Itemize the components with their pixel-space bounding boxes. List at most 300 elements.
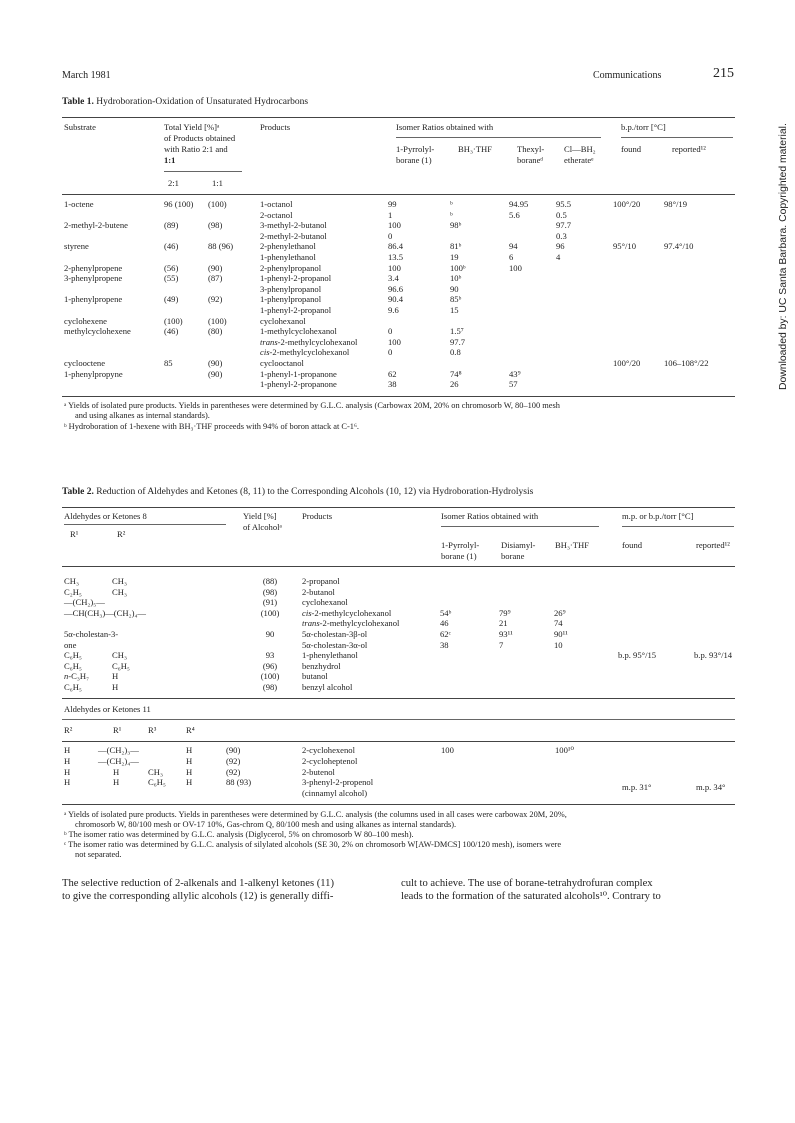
table1-cell: (56) <box>164 262 179 273</box>
table2-cell <box>499 650 554 661</box>
table1-cell: 2-methyl-2-butanol <box>260 230 327 241</box>
table1-cell <box>664 220 744 231</box>
table1-cell <box>509 358 556 369</box>
table1-cell: 97.7 <box>450 336 466 347</box>
table1-cell <box>64 210 164 221</box>
table1-cell: methylcyclohexene <box>64 326 131 337</box>
table1-cell: 2-octanol <box>260 209 293 220</box>
table2-cell: trans-2-methylcyclohexanol <box>302 618 400 629</box>
table1-cell: ᵇ <box>450 209 453 220</box>
table1-cell: 3-methyl-2-butanol <box>260 220 327 231</box>
table1-cell <box>509 284 556 295</box>
table2-cell: (92) <box>226 766 241 777</box>
table2-cell: C₂H₅ <box>64 586 82 597</box>
table1-footnote-b: ᵇ Hydroboration of 1-hexene with BH₃·THF proceeds with 94% of boron attack at C-1⁶. <box>64 422 359 431</box>
table2-cell <box>554 671 618 682</box>
table1-cell: 100 <box>388 262 401 273</box>
table2-cell <box>694 587 744 598</box>
table2-row <box>64 650 744 661</box>
table2-cell <box>694 640 744 651</box>
body-col2-line1: cult to achieve. The use of borane-tetrahydrofuran complex <box>401 878 653 889</box>
table1-row <box>64 305 744 316</box>
table2-cell <box>112 629 238 640</box>
table1-cell: 1-phenyl-1-propanone <box>260 368 337 379</box>
table2-top-rule <box>62 507 735 508</box>
table2-footnote-c-cont: not separated. <box>75 850 122 859</box>
table1-cell <box>556 316 613 327</box>
table1-cell <box>556 294 613 305</box>
table1-cell <box>164 231 208 242</box>
table1-cell: 0 <box>388 230 393 241</box>
table1-cell <box>450 316 509 327</box>
table2-footnote-b: ᵇ The isomer ratio was determined by G.L.C. analysis (Diglycerol, 5% on chromosorb W 80–100 mesh). <box>64 830 414 839</box>
table1-cell: 1-phenylethanol <box>260 251 316 262</box>
table1-cell: trans-2-methylcyclohexanol <box>260 336 358 347</box>
table2-cell <box>618 597 694 608</box>
table2-cell: —(CH₂)₃— <box>98 745 139 755</box>
table1-cell <box>664 210 744 221</box>
table1-cell: (90) <box>208 368 223 379</box>
table1-cell: 100 <box>388 220 401 231</box>
table2-cell: 7 <box>499 639 504 650</box>
table2-cell: butanol <box>302 671 328 682</box>
table1-cell: 100ᵇ <box>450 262 466 273</box>
table1-title: Table 1. Hydroboration-Oxidation of Unsaturated Hydrocarbons <box>62 97 309 107</box>
table2-cell: C₆H₅ <box>148 777 166 788</box>
table2-row <box>64 587 744 598</box>
table2-cell <box>440 597 499 608</box>
table1-cell: cyclooctanol <box>260 357 304 368</box>
table1-cell: 85 <box>164 357 173 368</box>
table1-cell <box>556 358 613 369</box>
table1-cell: 10ᵇ <box>450 273 462 284</box>
table2-cell: 2-propanol <box>302 576 340 586</box>
table2-cell: H <box>186 755 193 766</box>
table2-row <box>64 629 744 640</box>
table2-cell <box>694 618 744 629</box>
table2-row <box>64 608 744 619</box>
table1-cell: 81ᵇ <box>450 241 462 252</box>
table1-cell <box>556 326 613 337</box>
table1-cell: 3-phenylpropanol <box>260 283 322 294</box>
page-number: 215 <box>713 66 734 81</box>
table1-cell <box>613 294 664 305</box>
table1-cell: 74⁸ <box>450 368 462 379</box>
table1-cell: 1-phenyl-2-propanone <box>260 379 337 390</box>
table2-cell <box>112 640 238 651</box>
table2-cell: 5α-cholestan-3α-ol <box>302 639 368 650</box>
table1-cell: cyclohexanol <box>260 315 306 326</box>
table2-cell: 3-phenyl-2-propenol <box>302 777 374 788</box>
table2-cell <box>554 576 618 587</box>
table1-cell: 1-phenylpropyne <box>64 368 123 379</box>
table1-cell: 96 (100) <box>164 199 194 209</box>
table1-cell <box>664 294 744 305</box>
table1-body <box>64 199 744 390</box>
table2-cell <box>238 618 302 629</box>
table2-cell: —(CH₂)₄— <box>98 755 139 766</box>
table1-cell: (90) <box>208 262 223 273</box>
table1-row <box>64 294 744 305</box>
table1-cell: 96 <box>556 241 565 252</box>
table1-cell <box>164 210 208 221</box>
table2-cell: (98) <box>262 681 278 692</box>
table2-cell <box>694 629 744 640</box>
table2-cell <box>554 661 618 672</box>
table1-cell: ᵇ <box>450 199 453 209</box>
table1-cell <box>664 337 744 348</box>
table1-cell <box>509 316 556 327</box>
table1-cell <box>613 379 664 390</box>
table1-cell: (89) <box>164 220 179 231</box>
table2-cell: 2-butanol <box>302 586 335 597</box>
table1-cell: 0 <box>388 347 393 358</box>
table2-cell <box>618 682 694 693</box>
table1-cell: (100) <box>164 315 183 326</box>
table2-cell: benzyl alcohol <box>302 681 353 692</box>
table1-cell: 90.4 <box>388 294 404 305</box>
table2-cell <box>618 608 694 619</box>
table1-cell: 100°/20 <box>613 199 641 209</box>
table2-cell <box>554 650 618 661</box>
table2-cell <box>440 671 499 682</box>
table1-cell <box>388 316 450 327</box>
table2-cell: one <box>64 639 77 650</box>
table2-cell: 21 <box>499 618 508 629</box>
table1-cell <box>556 337 613 348</box>
table1-cell: 38 <box>388 379 397 390</box>
body-col1-line2: to give the corresponding allylic alcohols (12) is generally diffi- <box>62 891 334 902</box>
table1-cell <box>613 284 664 295</box>
table2-cell: H <box>186 777 193 788</box>
table2-cell: 38 <box>440 639 449 650</box>
table1-cell <box>556 273 613 284</box>
table2-cell <box>499 597 554 608</box>
table1-cell: 13.5 <box>388 251 404 262</box>
table1-cell: (98) <box>208 220 223 231</box>
table1-cell: cis-2-methylcyclohexanol <box>260 347 350 358</box>
table1-cell: (46) <box>164 326 179 337</box>
table2-cell <box>499 682 554 693</box>
table1-cell: 99 <box>388 199 397 209</box>
table1-cell <box>164 305 208 316</box>
table2-cell <box>499 587 554 598</box>
table1-cell <box>613 220 664 231</box>
table1-cell: (46) <box>164 241 179 252</box>
cinnamyl-label: (cinnamyl alcohol) <box>302 788 368 798</box>
table1-cell <box>64 284 164 295</box>
table1-cell <box>556 379 613 390</box>
table1-cell: 95.5 <box>556 199 572 209</box>
table1-cell: 6 <box>509 251 514 262</box>
table2-cell <box>440 650 499 661</box>
table2-cell: 2-butenol <box>302 766 335 777</box>
table2-cell <box>554 597 618 608</box>
table2-cell: 5α-cholestan-3- <box>64 628 119 639</box>
table2-cell: 1-phenylethanol <box>302 650 358 661</box>
table1-cell <box>208 231 260 242</box>
table2-cell: (92) <box>226 755 241 766</box>
table1-cell <box>664 379 744 390</box>
table2-cell <box>440 587 499 598</box>
table1-cell <box>664 305 744 316</box>
table1-cell: 100 <box>509 262 522 273</box>
table2-cell: 79⁹ <box>499 607 511 618</box>
table1-cell: 1-methylcyclohexanol <box>260 326 337 337</box>
table2-cell <box>112 618 238 629</box>
table1-cell <box>208 252 260 263</box>
table2-footnote-c: ᶜ The isomer ratio was determined by G.L.C. analysis of silylated alcohols (SE 30, 2% on chromosorb W[AW-DMCS] 100/120 mesh), isomers were <box>64 840 562 849</box>
table1-cell: 86.4 <box>388 241 404 252</box>
table1-cell <box>164 379 208 390</box>
table2-cell <box>618 671 694 682</box>
table2-cell <box>112 597 238 608</box>
table1-cell <box>556 284 613 295</box>
table2-cell <box>238 640 302 651</box>
table1-cell: 100 <box>388 336 401 347</box>
table2-cell: 2-cyclohexenol <box>302 745 355 755</box>
table1-cell <box>164 337 208 348</box>
table1-cell: (92) <box>208 294 223 305</box>
table1-cell: 90 <box>450 283 459 294</box>
table2-cell: H <box>64 766 71 777</box>
table2-cell <box>694 597 744 608</box>
table1-cell <box>450 358 509 369</box>
table2-cell: 5α-cholestan-3β-ol <box>302 628 368 639</box>
table2-cell: b.p. 93°/14 <box>694 650 733 661</box>
table1-cell <box>509 337 556 348</box>
table2-cell: C₆H₅ <box>64 660 82 671</box>
table1-row <box>64 241 744 252</box>
table1-cell: 3-phenylpropene <box>64 273 123 284</box>
table2-cell <box>618 640 694 651</box>
table2-cell: 93¹¹ <box>499 628 513 639</box>
table1-cell: (87) <box>208 273 223 284</box>
table1-cell <box>509 231 556 242</box>
table1-cell <box>613 337 664 348</box>
table2-cell: H <box>64 777 71 788</box>
table1-cell <box>556 347 613 358</box>
table1-cell: (100) <box>208 199 227 209</box>
table2-footnote-a-cont: chromosorb W, 80/100 mesh or OV-17 10%, Gas-chrom Q, 80/100 mesh and using alkanes as internal standards). <box>75 820 457 829</box>
table1-row <box>64 199 744 210</box>
table1-footnote-a: ᵃ Yields of isolated pure products. Yields in parentheses were determined by G.L.C. analysis (Carbowax 20M, 20% on chromosorb W, 80–100 mesh <box>64 401 560 410</box>
table1-cell <box>664 263 744 274</box>
table1-cell: 85ᵇ <box>450 294 462 305</box>
body-col1-line1: The selective reduction of 2-alkenals and 1-alkenyl ketones (11) <box>62 878 334 889</box>
table2-cell <box>618 587 694 598</box>
table2-cell: CH₃ <box>64 576 79 586</box>
table2-cell <box>440 576 499 587</box>
table2-cell: (91) <box>262 597 278 608</box>
table1-cell <box>664 326 744 337</box>
table1-cell: 19 <box>450 251 459 262</box>
table2-cell: —(CH₂)₅— <box>64 597 105 608</box>
table2-row <box>64 618 744 629</box>
table1-cell <box>613 231 664 242</box>
table1-row <box>64 273 744 284</box>
table2-cell <box>499 661 554 672</box>
table1-cell: 0.8 <box>450 347 461 358</box>
table1-row <box>64 220 744 231</box>
table2-cell: 100¹⁰ <box>555 745 574 755</box>
table1-cell: 2-methyl-2-butene <box>64 220 128 231</box>
table1-cell <box>64 305 164 316</box>
table1-row <box>64 369 744 380</box>
table1-row <box>64 358 744 369</box>
table1-cell: 1 <box>388 209 393 220</box>
table2-cell: m.p. 31° <box>622 782 652 793</box>
table2-cell: H <box>64 755 71 766</box>
table1-cell <box>164 284 208 295</box>
table1-cell <box>509 273 556 284</box>
table2-cell: H <box>64 745 71 755</box>
table1-row <box>64 316 744 327</box>
table1-cell: 1-octene <box>64 199 94 209</box>
table2-cell: —CH(CH₃)—(CH₂)₄— <box>64 607 147 618</box>
table1-cell <box>613 273 664 284</box>
table1-cell <box>664 252 744 263</box>
table1-cell: 2-phenylpropene <box>64 262 123 273</box>
running-header-date: March 1981 <box>62 70 111 81</box>
table1-cell: 106–108°/22 <box>664 357 709 368</box>
table2-cell: H <box>112 681 119 692</box>
table2-cell: cis-2-methylcyclohexanol <box>302 607 392 618</box>
table1-footnote-a-cont: and using alkanes as internal standards). <box>75 411 210 420</box>
table1-cell <box>450 231 509 242</box>
table2-cell: 54ᵇ <box>440 607 452 618</box>
table1-row <box>64 263 744 274</box>
table1-cell <box>613 210 664 221</box>
table2-cell: m.p. 34° <box>696 782 726 793</box>
table2-cell: (100) <box>260 671 280 682</box>
table2-cell: 26⁹ <box>554 607 566 618</box>
table2-cell: 90¹¹ <box>554 628 568 639</box>
table2-cell: n-C₃H₇ <box>64 671 90 682</box>
table1-cell: 4 <box>556 251 561 262</box>
table2-cell: (100) <box>260 607 280 618</box>
table1-cell: 94 <box>509 241 518 252</box>
table1-cell: 1.5⁷ <box>450 326 464 337</box>
table1-cell <box>613 263 664 274</box>
table2-cell: (88) <box>262 576 278 586</box>
table1-cell: 1-phenylpropene <box>64 294 123 305</box>
table1-cell <box>613 347 664 358</box>
table1-cell <box>509 305 556 316</box>
table2-row <box>64 640 744 651</box>
table1-cell: 98ᵇ <box>450 220 462 231</box>
table2-row <box>64 661 744 672</box>
table2-cell: CH₃ <box>148 766 163 777</box>
table1-cell: (49) <box>164 294 179 305</box>
table1-cell: (55) <box>164 273 179 284</box>
table1-cell <box>64 337 164 348</box>
running-header-section: Communications <box>593 70 662 81</box>
table1-cell: 100°/20 <box>613 357 641 368</box>
table1-cell: 1-phenyl-2-propanol <box>260 304 332 315</box>
table1-cell <box>613 326 664 337</box>
table2-section-ketones11: Aldehydes or Ketones 11 <box>64 704 151 714</box>
table2-cell <box>554 682 618 693</box>
table1-cell: 95°/10 <box>613 241 637 252</box>
table2-cell <box>499 576 554 587</box>
table1-cell: 62 <box>388 368 397 379</box>
table1-cell: 94.95 <box>509 199 529 209</box>
table2-cell <box>618 618 694 629</box>
table2-cell: H <box>186 766 193 777</box>
table1-cell: 2-phenylpropanol <box>260 262 322 273</box>
table1-cell: 57 <box>509 379 518 390</box>
table1-cell: 9.6 <box>388 304 399 315</box>
table1-top-rule <box>62 117 735 118</box>
table2-body-ketones8 <box>64 576 744 693</box>
download-watermark: Downloaded by: UC Santa Barbara. Copyrighted material. <box>778 123 789 390</box>
table2-cell: 100 <box>441 745 454 755</box>
table1-cell <box>388 358 450 369</box>
table2-cell <box>618 661 694 672</box>
table2-cell <box>694 608 744 619</box>
table1-cell <box>64 379 164 390</box>
table1-cell: (100) <box>208 315 227 326</box>
table2-cell: C₆H₅ <box>112 660 130 671</box>
table1-cell <box>164 369 208 380</box>
body-col2-line2: leads to the formation of the saturated alcohols¹⁰. Contrary to <box>401 891 661 902</box>
table1-cell <box>664 347 744 358</box>
table1-row <box>64 252 744 263</box>
table1-cell <box>509 347 556 358</box>
table1-cell <box>64 347 164 358</box>
table2-cell: CH₃ <box>112 586 127 597</box>
table2-cell <box>618 576 694 587</box>
table1-cell <box>664 316 744 327</box>
table1-cell <box>613 316 664 327</box>
table1-cell <box>208 305 260 316</box>
table1-cell <box>509 220 556 231</box>
table1-cell: 43⁹ <box>509 368 521 379</box>
table2-cell: H <box>113 777 120 788</box>
table2-footnote-a: ᵃ Yields of isolated pure products. Yields in parentheses were determined by G.L.C. analysis (the columns used in all cases were carbowax 20M, 20%, <box>64 810 567 819</box>
table1-cell: 3.4 <box>388 273 399 284</box>
table1-cell: 97.7 <box>556 220 572 231</box>
table1-cell <box>208 284 260 295</box>
table2-row <box>64 597 744 608</box>
table1-cell <box>664 231 744 242</box>
table1-cell <box>208 379 260 390</box>
table2-cell <box>64 618 112 629</box>
table1-cell: (90) <box>208 357 223 368</box>
table2-cell <box>694 682 744 693</box>
table1-cell <box>208 337 260 348</box>
table2-cell: (98) <box>262 586 278 597</box>
table1-cell <box>208 210 260 221</box>
table2-cell: 88 (93) <box>226 777 252 788</box>
table2-cell: benzhydrol <box>302 660 341 671</box>
table1-cell: 1-phenylpropanol <box>260 294 322 305</box>
table1-cell <box>613 252 664 263</box>
table1-row <box>64 379 744 390</box>
table1-cell: 5.6 <box>509 209 520 220</box>
table2-cell: 10 <box>554 639 563 650</box>
table1-cell <box>613 305 664 316</box>
table1-cell: (80) <box>208 326 223 337</box>
table2-cell: 62ᶜ <box>440 628 451 639</box>
table1-cell <box>164 252 208 263</box>
table1-cell: 26 <box>450 379 459 390</box>
table1-cell <box>64 252 164 263</box>
table1-cell: 0.5 <box>556 209 567 220</box>
table2-cell: C₆H₅ <box>64 650 82 661</box>
table1-cell: 2-phenylethanol <box>260 241 316 252</box>
